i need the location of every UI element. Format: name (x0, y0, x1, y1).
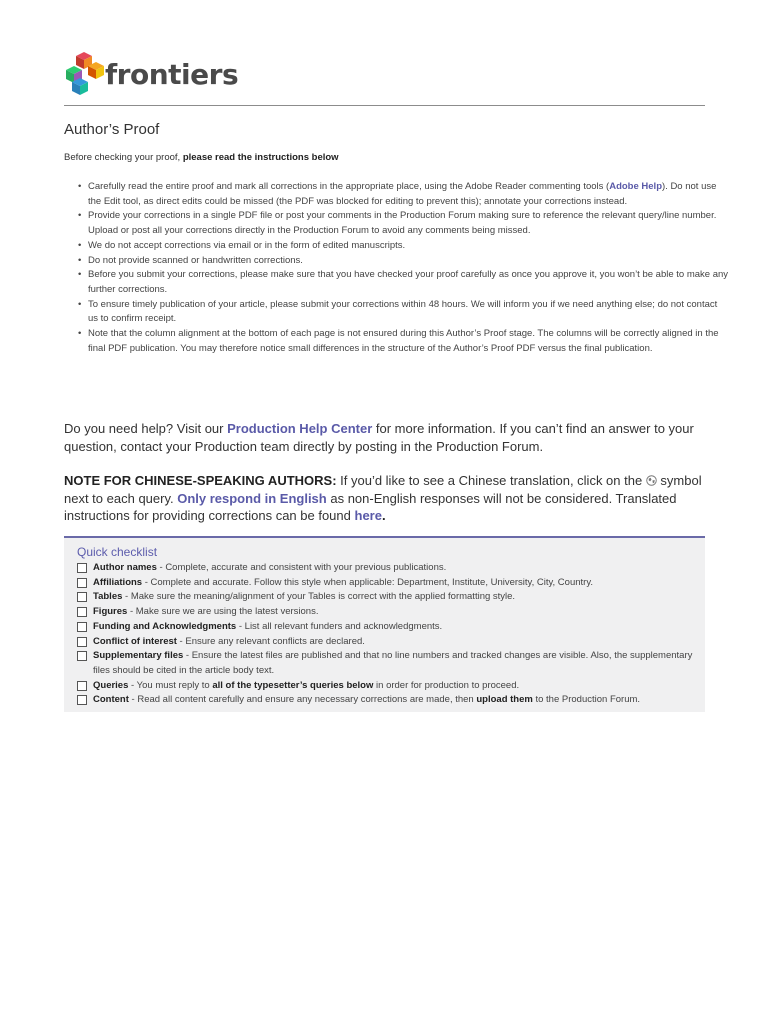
checkbox[interactable] (77, 681, 87, 691)
checklist-item (77, 576, 702, 591)
checklist-item-text: - List all relevant funders and acknowledgments. (236, 620, 443, 632)
note-text: as non-English responses will not be considered. Translated instructions for providing corrections can be found (64, 490, 677, 523)
checklist-item (77, 693, 702, 708)
adobe-help-link[interactable]: Adobe Help (609, 181, 662, 192)
checklist-item (77, 605, 702, 620)
globe-icon[interactable] (646, 475, 657, 486)
checklist-item (77, 590, 702, 605)
checklist-item-text: in order for production to proceed. (373, 679, 520, 691)
instruction-item: • To ensure timely publication of your article, please submit your corrections within 48 hours. We will inform you if we need anything else; do not contact us to confirm receipt. (88, 298, 729, 327)
instruction-text: Carefully read the entire proof and mark all corrections in the appropriate place, using the Adobe Reader commenting tools ( (88, 181, 610, 192)
checklist-item-label: Content (93, 694, 129, 706)
checkbox[interactable] (77, 607, 87, 617)
checklist-item (77, 635, 702, 650)
checklist-item (77, 679, 702, 694)
frontiers-logo-icon (64, 52, 104, 96)
checklist-item-label: Figures (93, 606, 128, 618)
help-text: Do you need help? Visit our (64, 421, 228, 436)
checklist-item-text: - Read all content carefully and ensure any necessary corrections are made, then (128, 694, 477, 706)
checklist-items (77, 561, 702, 708)
checklist-item-label: Queries (93, 679, 129, 691)
checklist-item-text: - Ensure the latest files are published and that no line numbers and tracked changes are visible. Also, the supplementary files should be cited in the article body text. (93, 650, 693, 676)
checkbox[interactable] (77, 637, 87, 647)
instruction-item: • Do not provide scanned or handwritten corrections. (88, 254, 729, 269)
checklist-item (77, 649, 702, 678)
frontiers-logo-text: frontiers (105, 58, 239, 91)
intro-text (64, 152, 339, 163)
instructions-list (64, 180, 729, 356)
checklist-item-text: to the Production Forum. (532, 694, 641, 706)
instruction-text: ). Do not use the Edit tool, as direct edits could be missed (the PDF was blocked for editing to prevent this); annotate your corrections instead. (88, 181, 717, 207)
here-link[interactable]: here (354, 508, 382, 523)
only-respond-english-link[interactable]: Only respond in English (177, 490, 327, 506)
production-help-center-link[interactable]: Production Help Center (227, 421, 373, 436)
checkbox[interactable] (77, 651, 87, 661)
checklist-item-label: Tables (93, 591, 123, 603)
checklist-title: Quick checklist (77, 545, 158, 559)
checklist-item (77, 561, 702, 576)
checklist-item (77, 620, 702, 635)
intro-plain: Before checking your proof, (64, 152, 183, 163)
instruction-item: • Before you submit your corrections, please make sure that you have checked your proof carefully as once you approve it, you won’t be able to make any further corrections. (88, 268, 729, 297)
checklist-item-text: - Complete, accurate and consistent with your previous publications. (156, 562, 447, 573)
checkbox[interactable] (77, 592, 87, 602)
intro-bold: please read the instructions below (182, 152, 339, 163)
checklist-item-label: Funding and Acknowledgments (93, 620, 237, 632)
chinese-authors-note (64, 472, 705, 525)
checklist-item-text: - Complete and accurate. Follow this style when applicable: Department, Institute, University, City, Country. (142, 576, 594, 588)
note-text: If you’d like to see a Chinese translation, click on the (336, 473, 646, 488)
checkbox[interactable] (77, 695, 87, 705)
instruction-item: • We do not accept corrections via email or in the form of edited manuscripts. (88, 239, 729, 254)
checklist-item-label: Affiliations (93, 576, 143, 588)
checklist-item-label: Supplementary files (93, 650, 184, 662)
header (64, 52, 705, 106)
page-title: Author’s Proof (64, 121, 160, 138)
checklist-item-text: - Make sure the meaning/alignment of your Tables is correct with the applied formatting style. (122, 591, 516, 603)
checkbox[interactable] (77, 578, 87, 588)
checklist-item-bold: all of the typesetter’s queries below (212, 679, 374, 691)
checklist-item-text: - You must reply to (128, 679, 213, 691)
help-paragraph (64, 420, 705, 455)
checkbox[interactable] (77, 622, 87, 632)
quick-checklist (64, 536, 705, 712)
note-label: NOTE FOR CHINESE-SPEAKING AUTHORS: (64, 473, 337, 488)
note-text: symbol next to each query. (64, 473, 702, 506)
help-text: for more information. If you can’t find an answer to your question, contact your Production team directly by posting in the Production Forum. (64, 421, 694, 454)
checklist-item-text: - Make sure we are using the latest versions. (127, 606, 319, 618)
checkbox[interactable] (77, 563, 87, 573)
checklist-item-label: Conflict of interest (93, 635, 177, 647)
checklist-item-label: Author names (93, 562, 157, 573)
checklist-item-bold: upload them (476, 694, 533, 706)
note-end: . (381, 508, 386, 523)
instruction-item (88, 180, 729, 209)
instruction-item: • Note that the column alignment at the bottom of each page is not ensured during this Author’s Proof stage. The columns will be correctly aligned in the final PDF publication. You may therefore notice small differences in the structure of the Author’s Proof PDF versus the final publication. (88, 327, 729, 356)
instruction-item: • Provide your corrections in a single PDF file or post your comments in the Production Forum making sure to reference the relevant query/line number. Upload or post all your corrections directly in the Production Forum to avoid any comments being missed. (88, 209, 729, 238)
checklist-item-text: - Ensure any relevant conflicts are declared. (176, 635, 365, 647)
